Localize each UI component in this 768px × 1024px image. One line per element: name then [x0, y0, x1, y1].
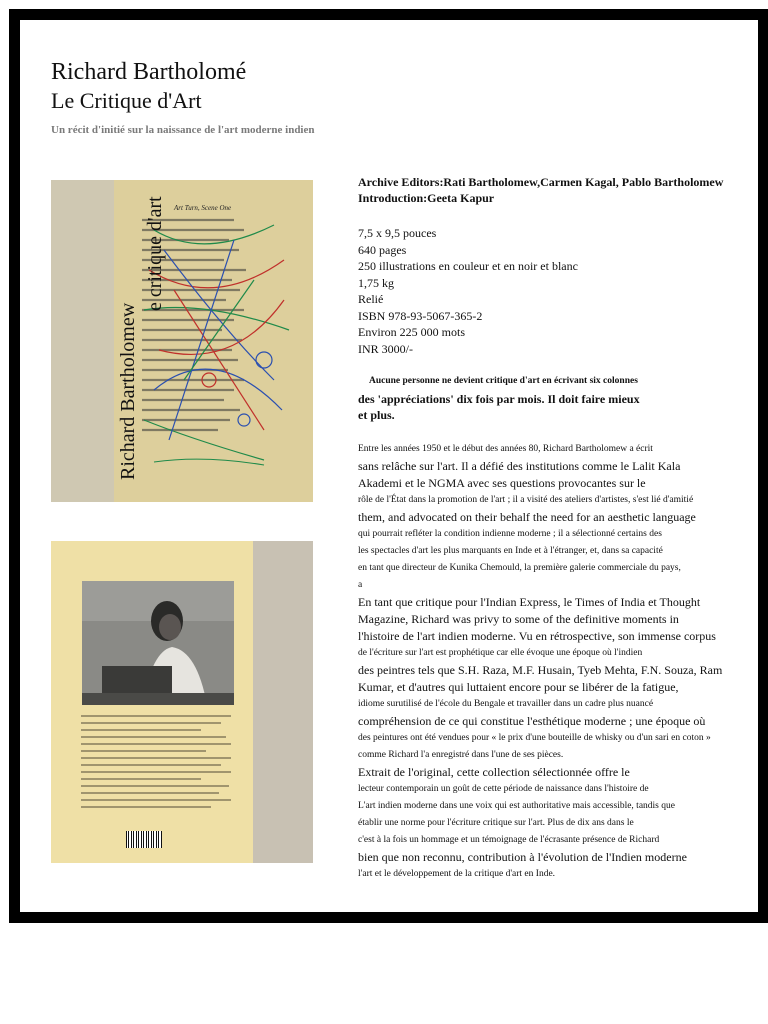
editors-block: [358, 174, 738, 206]
spec-weight: 1,75 kg: [358, 275, 394, 290]
spec-pages: 640 pages: [358, 242, 407, 257]
description-line: idiome surutilisé de l'école du Bengale et travailler dans un cadre plus nuancé: [358, 699, 654, 709]
spec-dimensions: 7,5 x 9,5 pouces: [358, 226, 437, 240]
description-line: compréhension de ce qui constitue l'esthétique moderne ; une époque où: [358, 714, 706, 728]
spec-binding: Relié: [358, 292, 384, 306]
pull-quote: [358, 373, 738, 423]
description-line: Akademi et le NGMA avec ses questions provocantes sur le: [358, 476, 646, 490]
back-cover-image: [51, 541, 313, 863]
author-photo: [82, 581, 234, 705]
description-line: l'histoire de l'art indien moderne. Vu en rétrospective, son immense corpus: [358, 629, 716, 643]
introduction-line: Introduction:Geeta Kapur: [358, 191, 495, 205]
description-line: les spectacles d'art les plus marquants en Inde et à l'étranger, et, dans sa capacité: [358, 546, 663, 556]
spec-isbn: ISBN 978-93-5067-365-2: [358, 308, 483, 323]
description-line: de l'écriture sur l'art est prophétique car elle évoque une époque où l'indien: [358, 648, 643, 658]
poem-title: Art Turn, Scene One: [174, 204, 232, 212]
front-cover-spine-author: Richard Bartholomew: [117, 302, 139, 480]
book-specs-list: [358, 225, 738, 357]
description-line: l'art et le développement de la critique d'art en Inde.: [358, 869, 556, 879]
description-line: établir une norme pour l'écriture critique sur l'art. Plus de dix ans dans le: [358, 818, 634, 828]
author-heading: Richard Bartholomé: [51, 59, 247, 85]
author-photo-graphic: [82, 581, 234, 705]
description-line: a: [358, 580, 363, 590]
page-content: [20, 20, 758, 912]
description-line: them, and advocated on their behalf the need for an aesthetic language: [358, 510, 696, 524]
description-line: Kumar, et d'autres qui luttaient encore pour se libérer de la fatigue,: [358, 680, 679, 694]
pull-quote-line-1: Aucune personne ne devient critique d'art en écrivant six colonnes: [369, 376, 638, 386]
description-line: En tant que critique pour l'Indian Express, le Times of India et Thought: [358, 595, 701, 609]
spec-illustrations: 250 illustrations en couleur et en noir et blanc: [358, 259, 578, 273]
description-body: [358, 441, 738, 883]
description-line: comme Richard l'a enregistré dans l'une de ses pièces.: [358, 750, 564, 760]
spec-price: INR 3000/-: [358, 341, 413, 356]
description-line: rôle de l'État dans la promotion de l'art ; il a visité des ateliers d'artistes, s'est lié d'amitié: [358, 495, 694, 505]
description-line: qui pourrait refléter la condition indienne moderne ; il a sélectionné certains des: [358, 529, 662, 539]
book-subtitle: Un récit d'initié sur la naissance de l'art moderne indien: [51, 124, 315, 136]
description-line: bien que non reconnu, contribution à l'évolution de l'Indien moderne: [358, 850, 687, 864]
description-line: c'est à la fois un hommage et un témoignage de l'écrasante présence de Richard: [358, 835, 660, 845]
front-cover-title: e critique d'art: [144, 196, 166, 311]
page-frame: [9, 9, 768, 923]
description-line: Entre les années 1950 et le début des années 80, Richard Bartholomew a écrit: [358, 444, 653, 454]
pull-quote-line-2: des 'appréciations' dix fois par mois. Il doit faire mieux: [358, 392, 640, 406]
archive-editors-line: Archive Editors:Rati Bartholomew,Carmen Kagal, Pablo Bartholomew: [358, 175, 724, 189]
description-line: des peintres tels que S.H. Raza, M.F. Husain, Tyeb Mehta, F.N. Souza, Ram: [358, 663, 723, 677]
book-title-heading: Le Critique d'Art: [51, 88, 202, 113]
front-cover-spine: [51, 180, 114, 502]
description-line: en tant que directeur de Kunika Chemould, la première galerie commerciale du pays,: [358, 563, 681, 573]
description-line: L'art indien moderne dans une voix qui est authoritative mais accessible, tandis que: [358, 801, 675, 811]
spec-word-count: Environ 225 000 mots: [358, 325, 465, 339]
back-cover-blurb-text: [81, 715, 241, 813]
pull-quote-line-3: et plus.: [358, 408, 395, 422]
description-line: Magazine, Richard was privy to some of the definitive moments in: [358, 612, 679, 626]
description-line: lecteur contemporain un goût de cette période de naissance dans l'histoire de: [358, 784, 649, 794]
description-line: Extrait de l'original, cette collection sélectionnée offre le: [358, 765, 630, 779]
front-cover-image: [51, 180, 313, 502]
back-cover-spine-strip: [253, 541, 313, 863]
description-line: sans relâche sur l'art. Il a défié des institutions comme le Lalit Kala: [358, 459, 681, 473]
barcode: [126, 831, 162, 848]
description-line: des peintures ont été vendues pour « le prix d'une bouteille de whisky ou d'un sari en coton »: [358, 733, 711, 743]
